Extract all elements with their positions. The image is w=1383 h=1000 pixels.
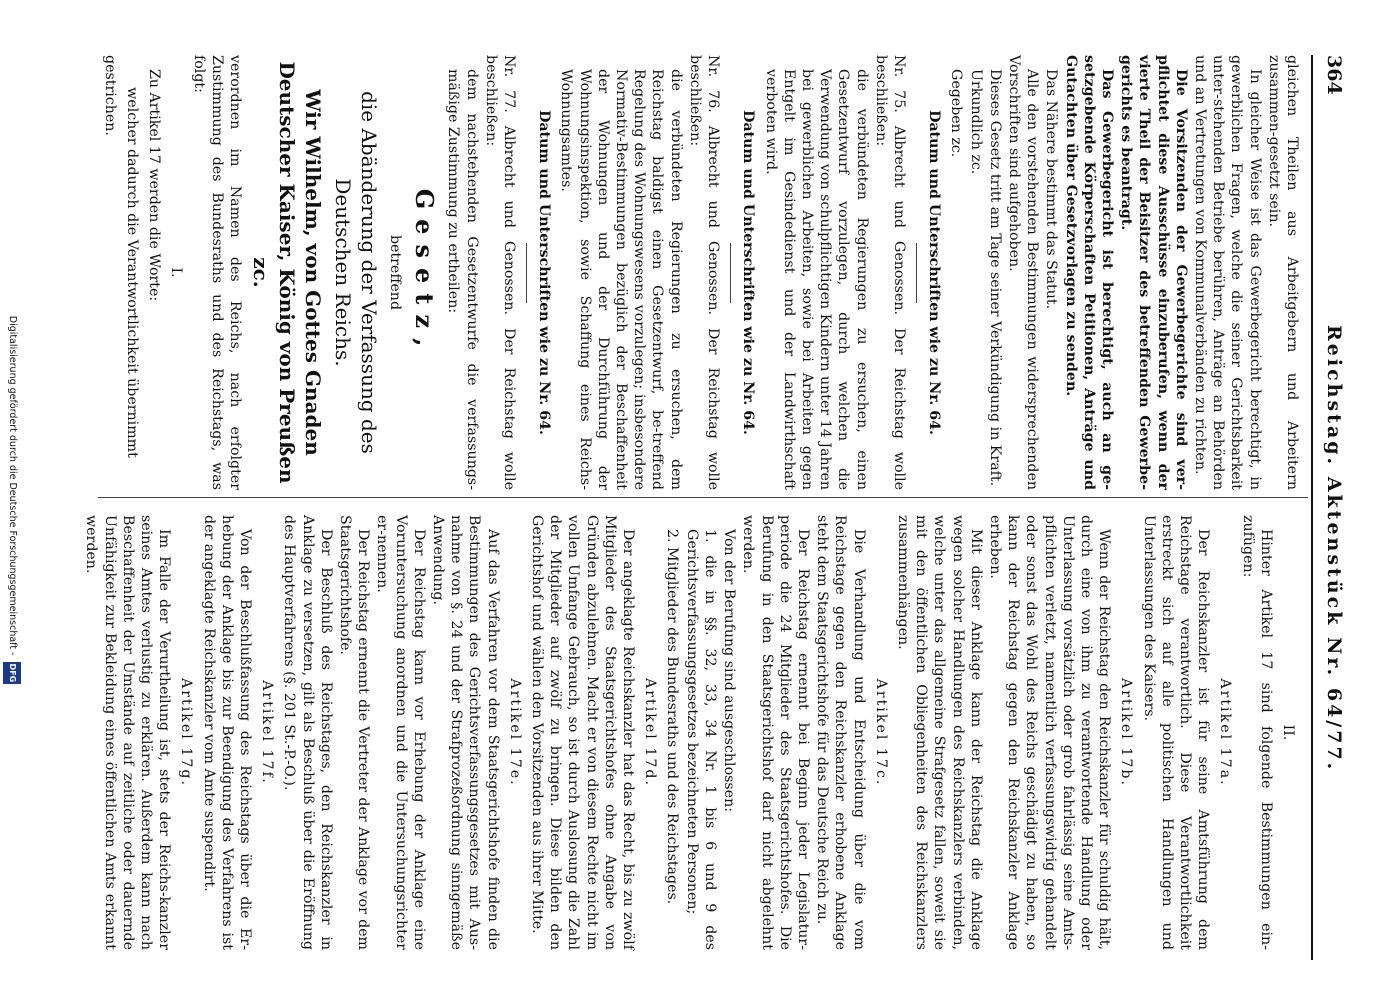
column-divider (98, 497, 1308, 498)
law-subtitle: betreffend (387, 234, 404, 311)
quoted-words: welcher dadurch die Verantwortlichkeit übernimmt (124, 87, 141, 458)
paragraph: Der Reichstag ernennt bei Beginn jeder Legislatur-periode die 24 Mitglieder des Staatsgerichtshofes. Die Berufung in den Staatsgerichtshof darf nicht abgelehnt werden. (740, 515, 811, 950)
motion-heading: Nr. 77. Albrecht und Genossen. Der Reichstag wolle beschließen: (482, 55, 518, 490)
paragraph: dem nachstehenden Gesetzentwurfe die verfassungs-mäßige Zustimmung zu ertheilen: (445, 69, 480, 490)
article-heading: Artikel 17g. (178, 678, 195, 787)
article-heading: Artikel 17a. (1217, 678, 1234, 787)
header-rule (1311, 55, 1313, 960)
article-heading: Artikel 17c. (872, 678, 889, 787)
paragraph: Hinter Artikel 17 sind folgende Bestimmungen ein-zufügen: (1239, 515, 1274, 950)
paragraph: In gleicher Weise ist das Gewerbegericht berechtigt, in gewerblichen Fragen, welche die seiner Gerichtsbarkeit unter-stehenden Betriebe berühren, Anträge an Behörden und an Vertretungen von Kommunalverbänden zu richten. (1191, 55, 1263, 490)
paragraph: Von der Beschlußfassung des Reichstags über die Er-hebung der Anklage bis zur Beendigung des Verfahrens ist der angeklagte Reichskanzler vom Amte suspendirt. (200, 515, 254, 950)
paragraph: Gegeben zc. (948, 69, 965, 158)
paragraph: Mit dieser Anklage kann der Reichstag die Anklage wegen solcher Handlungen des Reichskanzlers verbinden, welche unter das allgemeine Strafgesetz fallen, soweit sie mit den öffentlichen Obliegenheiten des Reichskanzlers zusammenhängen. (894, 515, 984, 950)
paragraph: gestrichen. (101, 55, 118, 136)
paragraph: Urkundlich zc. (967, 69, 984, 175)
paragraph: Das Nähere bestimmt das Statut. (1043, 69, 1060, 310)
article-heading: Artikel 17f. (259, 680, 276, 785)
article-heading: Artikel 17b. (1118, 678, 1135, 787)
separator-rule (526, 243, 527, 303)
paragraph: verordnen im Namen des Reichs, nach erfolgter Zustimmung des Bundesraths und des Reichstags, was folgt: (190, 55, 244, 490)
paragraph: gleichen Theilen aus Arbeitgebern und Arbeitern zusammen-gesetzt sein. (1265, 55, 1300, 490)
paragraph-bold: Die Vorsitzenden der Gewerbegerichte sind ver-pflichtet diese Ausschüsse einzuberufen, wenn der vierte Theil der Beisitzer des betreffenden Gewerbe-gerichts es beantragt. (1118, 55, 1189, 490)
page-header (1313, 55, 1343, 955)
paragraph: Wenn der Reichstag den Reichskanzler für schuldig hält, durch eine von ihm zu verantwortende Handlung oder Unterlassung vorsätzlich oder grob fahrlässig seine Amts-pflichten verletzt, namentlich verfassungswidrig gehandelt oder sonst das Wohl des Reichs geschädigt zu haben, so kann der Reichstag gegen den Reichskanzler Anklage erheben. (986, 515, 1113, 950)
page-number: 364 (1323, 55, 1345, 95)
paragraph: die verbündeten Regierungen zu ersuchen, dem Reichstag baldigst einen Gesetzentwurf, be-treffend Regelung des Wohnungswesens vorzulegen; insbesondere Normativ-Bestimmungen bezüglich der Beschaffenheit der Wohnungen und der Durchführung der Wohnungsinspektion, sowie Schaffung eines Reichs-Wohnungsamtes. (558, 69, 684, 490)
paragraph: Zu Artikel 17 werden die Worte: (146, 69, 163, 302)
law-title: Gesetz, (410, 188, 440, 357)
paragraph: Der Reichskanzler ist für seine Amtsführung dem Reichstage verantwortlich. Diese Verantwortlichkeit erstreckt sich auf alle politischen Handlungen und Unterlassungen des Kaisers. (1140, 515, 1212, 950)
separator-rule (916, 243, 917, 303)
enacting-formula: Wir Wilhelm, von Gottes Gnaden Deutscher Kaiser, König von Preußen zc. (249, 61, 326, 484)
paragraph: Die Verhandlung und Entscheidung über die vom Reichstage gegen den Reichskanzler erhobene Anklage steht dem Staatsgerichtshofe für das Deutsche Reich zu. (814, 515, 867, 950)
section-number: I. (168, 267, 185, 278)
right-column (81, 515, 1301, 950)
paragraph: Auf das Verfahren vor dem Staatsgerichtshofe finden die Bestimmungen des Gerichtsverfassungsgesetzes mit Aus-nahme von §. 24 und der Strafprozeßordnung sinngemäße Anwendung. (430, 515, 501, 950)
paragraph: Dieses Gesetz tritt am Tage seiner Verkündigung in Kraft. (986, 69, 1003, 487)
article-heading: Artikel 17e. (506, 678, 523, 787)
paragraph: Im Falle der Verurtheilung ist, stets der Reichs-kanzler seines Amtes verlustig zu erklären. Außerdem kann nach Beschaffenheit der Umstände auf zeitliche oder dauernde Unfähigkeit zur Bekleidung eines öffentlichen Amts erkannt werden. (83, 515, 173, 950)
paragraph: Der Reichstag ernennt die Vertreter der Anklage vor dem Staatsgerichtshofe. (337, 515, 372, 950)
section-number: II. (1280, 724, 1296, 741)
paragraph: die verbündeten Regierungen zu ersuchen, einen Gesetzentwurf vorzulegen, durch welchen die Verwendung von schulpflichtigen Kindern unter 14 Jahren bei gewerblichen Arbeiten, sowie bei Arbeiten gegen Entgelt im Gesindedienst und der Landwirthschaft verboten wird. (762, 69, 870, 490)
motion-heading: Nr. 75. Albrecht und Genossen. Der Reichstag wolle beschließen: (872, 55, 907, 490)
left-column (100, 55, 1301, 490)
dfg-logo: DFG (3, 662, 21, 685)
paragraph-bold: Das Gewerbegericht ist berechtigt, auch an ge-setzgebende Körperschaften Petitionen, Anträge und Gutachten über Gesetzvorlagen zu senden. (1062, 55, 1115, 490)
paragraph: Der Reichstag kann vor Erhebung der Anklage eine Voruntersuchung anordnen und die Untersuchungsrichter er-nennen. (374, 515, 427, 950)
date-signatures-line: Datum und Unterschriften wie zu Nr. 64. (926, 110, 943, 435)
paragraph: Der Beschluß des Reichstages, den Reichskanzler in Anklage zu versetzen, gilt als Beschluß über die Eröffnung des Hauptverfahrens (§. 201 St.-P.-O.). (281, 515, 334, 950)
separator-rule (730, 243, 731, 303)
law-subject: die Abänderung der Verfassung des Deutschen Reichs. (331, 91, 382, 454)
article-heading: Artikel 17d. (642, 678, 659, 787)
motion-heading: Nr. 76. Albrecht und Genossen. Der Reichstag wolle beschließen: (686, 55, 722, 490)
paragraph: Alle den vorstehenden Bestimmungen widersprechenden Vorschriften sind aufgehoben. (1005, 55, 1041, 490)
date-signatures-line: Datum und Unterschriften wie zu Nr. 64. (536, 110, 553, 435)
digitization-footer (3, 0, 21, 1000)
date-signatures-line: Datum und Unterschriften wie zu Nr. 64. (740, 110, 757, 435)
footer-text: Digitalisierung gefördert durch die Deutsche Forschungsgemeinschaft - (7, 315, 18, 656)
running-head: Reichstag. Aktenstück Nr. 64/77. (1323, 325, 1345, 773)
paragraph: Von der Berufung sind ausgeschlossen: (721, 529, 738, 812)
list-item: 1. die in §§. 32, 33, 34 Nr. 1 bis 6 und 9 des Gerichtsverfassungsgesetzes bezeichneten Personen; (683, 529, 718, 950)
list-item: 2. Mitglieder des Bundesraths und des Reichstages. (664, 529, 681, 905)
paragraph: Der angeklagte Reichskanzler hat das Recht, bis zu zwölf Mitglieder des Staatsgerichtshofes ohne Angabe von Gründen abzulehnen. Macht er von diesem Rechte nicht im vollen Umfange Gebrauch, so ist durch Auslosung die Zahl der Mitglieder auf zwölf zu bringen. Diese bilden den Gerichtshof und wählen den Vorsitzenden aus ihrer Mitte. (529, 515, 637, 950)
